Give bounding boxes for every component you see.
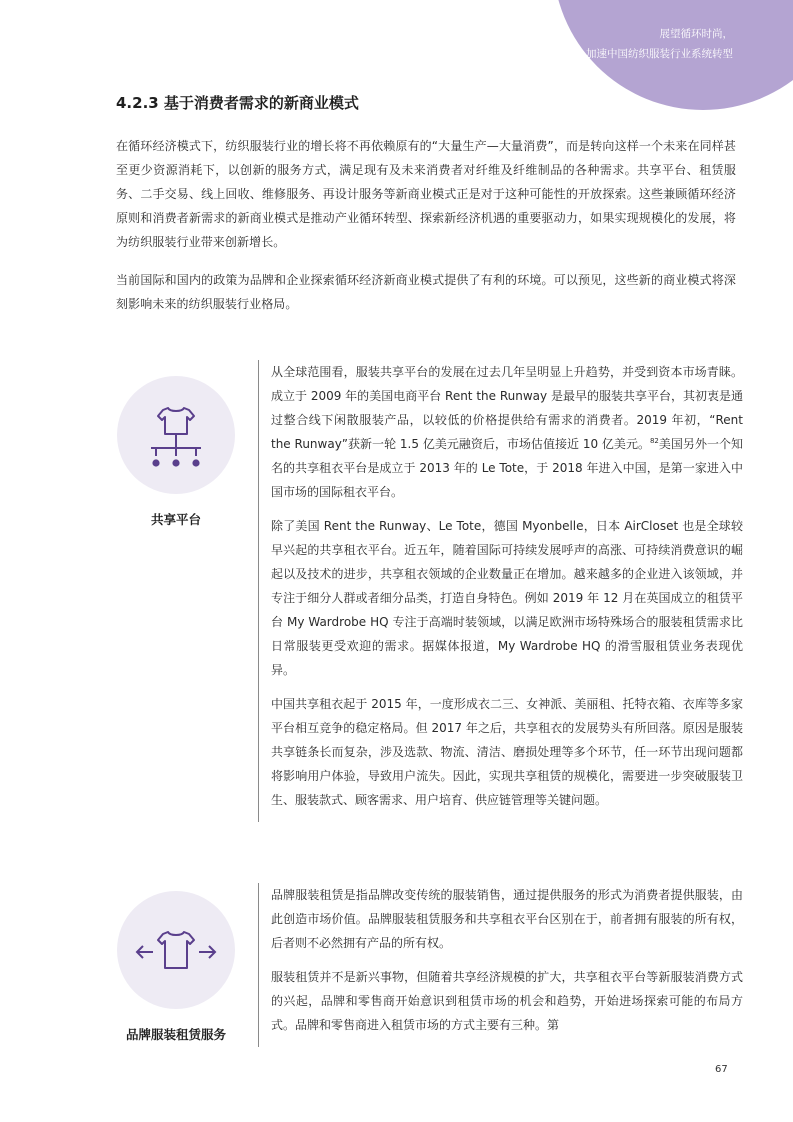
sharing-platform-paragraph-3: 中国共享租衣起于 2015 年，一度形成衣二三、女神派、美丽租、托特衣箱、衣库等多家平台相互竞争的稳定格局。但 2017 年之后，共享租衣的发展势头有所回落。原因是服装共享链条长而复杂，涉及选款、物流、清洁、磨损处理等多个环节，任一环节出现问题都将影响用户体验，导致用户流失。因此，实现共享租赁的规模化，需要进一步突破服装卫生、服装款式、顾客需求、用户培育、供应链管理等关键问题。 [271,697,743,807]
brand-rental-icon-column [116,891,236,1043]
intro-paragraph-2: 当前国际和国内的政策为品牌和企业探索循环经济新商业模式提供了有利的环境。可以预见，这些新的商业模式将深刻影响未来的纺织服装行业格局。 [116,273,736,311]
sharing-platform-text [258,360,743,822]
running-header [586,24,733,64]
brand-rental-label: 品牌服装租赁服务 [125,1027,226,1042]
sharing-platform-paragraph-1 [271,360,743,504]
brand-rental-paragraph-1: 品牌服装租赁是指品牌改变传统的服装销售，通过提供服务的形式为消费者提供服装，由此创造市场价值。品牌服装租赁服务和共享租衣平台区别在于，前者拥有服装的所有权，后者则不必然拥有产品的所有权。 [271,888,743,950]
shirt-network-icon [141,400,211,470]
brand-rental-paragraph-2: 服装租赁并不是新兴事物，但随着共享经济规模的扩大，共享租衣平台等新服装消费方式的兴起，品牌和零售商开始意识到租赁市场的机会和趋势，开始进场探索可能的布局方式。品牌和零售商进入租赁市场的方式主要有三种。第 [271,970,743,1032]
sharing-platform-label: 共享平台 [150,512,201,527]
footnote-ref: 82 [649,437,659,445]
intro-paragraph-1: 在循环经济模式下，纺织服装行业的增长将不再依赖原有的“大量生产—大量消费”，而是转向这样一个未来在同样甚至更少资源消耗下，以创新的服务方式，满足现有及未来消费者对纤维及纤维制品的各种需求。共享平台、租赁服务、二手交易、线上回收、维修服务、再设计服务等新商业模式正是对于这种可能性的开放探索。这些兼顾循环经济原则和消费者新需求的新商业模式是推动产业循环转型、探索新经济机遇的重要驱动力，如果实现规模化的发展，将为纺织服装行业带来创新增长。 [116,139,736,249]
paragraph-1-before-ref: 从全球范围看，服装共享平台的发展在过去几年呈明显上升趋势，并受到资本市场青睐。成立于 2009 年的美国电商平台 Rent the Runway 是最早的服装共享平台，其初衷是通过整合线下闲散服装产品，以较低的价格提供给有需求的消费者。2019 年初，“Rent the Runway”获新一轮 1.5 亿美元融资后，市场估值接近 10 亿美元。 [271,365,743,451]
shirt-arrows-icon [131,920,221,980]
brand-rental-text [258,883,743,1047]
header-line-2: 加速中国纺织服装行业系统转型 [586,48,733,60]
paragraph-1-after-ref: 美国另外一个知名的共享租衣平台是成立于 2013 年的 Le Tote，于 2018 年进入中国，是第一家进入中国市场的国际租衣平台。 [271,437,743,499]
icon-circle [117,891,235,1009]
intro-text [116,134,736,330]
page-number: 67 [715,1064,728,1075]
icon-circle [117,376,235,494]
header-line-1: 展望循环时尚， [659,28,733,40]
sharing-platform-icon-column [116,376,236,528]
sharing-platform-paragraph-2: 除了美国 Rent the Runway、Le Tote，德国 Myonbelle，日本 AirCloset 也是全球较早兴起的共享租衣平台。近五年，随着国际可持续发展呼声的高涨、可持续消费意识的崛起以及技术的进步，共享租衣领域的企业数量正在增加。越来越多的企业进入该领域，并专注于细分人群或者细分品类，打造自身特色。例如 2019 年 12 月在英国成立的租赁平台 My Wardrobe HQ 专注于高端时装领域，以满足欧洲市场特殊场合的服装租赁需求比日常服装更受欢迎的需求。据媒体报道，My Wardrobe HQ 的滑雪服租赁业务表现优异。 [271,519,743,677]
section-title: 4.2.3 基于消费者需求的新商业模式 [116,94,359,112]
